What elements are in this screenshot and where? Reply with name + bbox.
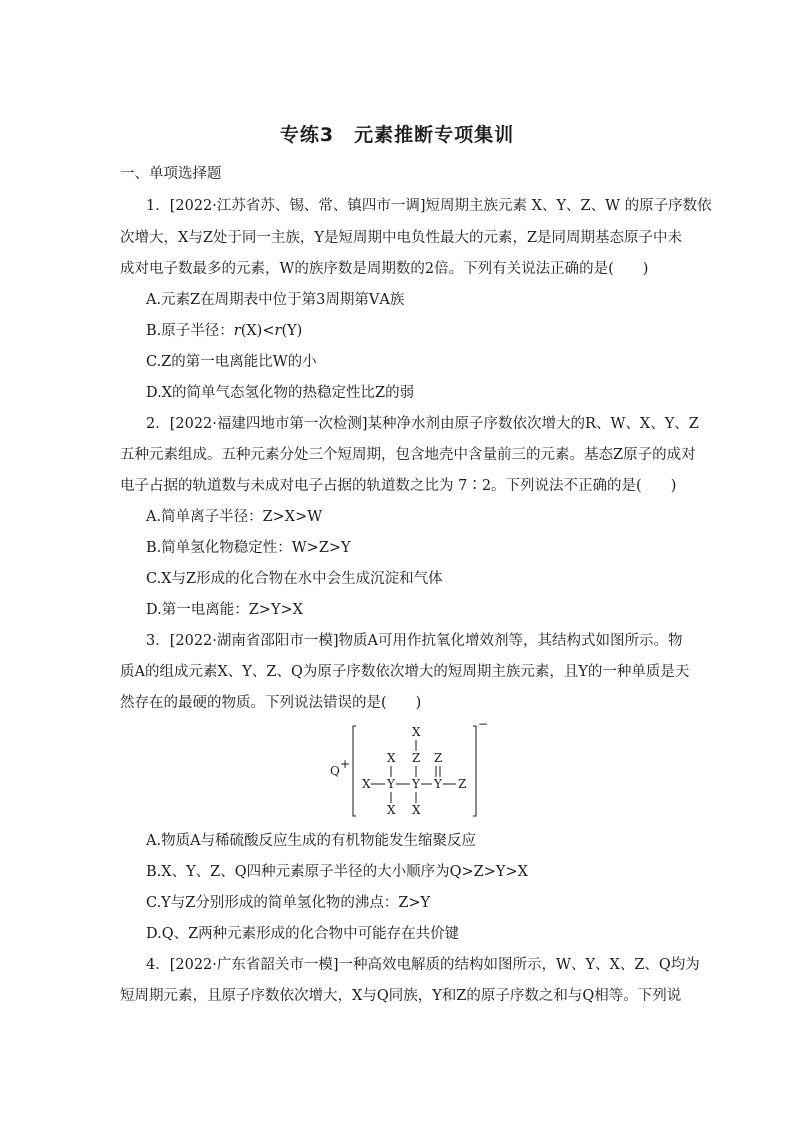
atom-x-left: X — [362, 777, 371, 791]
cation-charge: + — [340, 757, 351, 771]
q1-stem-line-3: 成对电子数最多的元素，W的族序数是周期数的2倍。下列有关说法正确的是( ) — [120, 261, 649, 277]
q2-option-c: C.X与Z形成的化合物在水中会生成沉淀和气体 — [146, 571, 443, 587]
right-bracket — [473, 726, 476, 816]
q2-option-d: D.第一电离能：Z>Y>X — [146, 602, 303, 618]
q2-stem-line-1: 2．[2022·福建四地市第一次检测]某种净水剂由原子序数依次增大的R、W、X、Y、Z — [146, 416, 699, 432]
q2-stem-line-3: 电子占据的轨道数与未成对电子占据的轨道数之比为 7∶2。下列说法不正确的是( ) — [120, 478, 677, 494]
page-title: 专练3 元素推断专项集训 — [279, 124, 515, 146]
q2-option-a: A.简单离子半径：Z>X>W — [146, 509, 323, 525]
q1-stem-line-2: 次增大，X与Z处于同一主族，Y是短周期中电负性最大的元素，Z是同周期基态原子中未 — [120, 230, 683, 246]
q3-option-b: B.X、Y、Z、Q四种元素原子半径的大小顺序为Q>Z>Y>X — [146, 864, 528, 880]
q1-option-b-end: (Y) — [281, 323, 303, 339]
q3-option-a: A.物质A与稀硫酸反应生成的有机物能发生缩聚反应 — [146, 833, 477, 849]
q3-stem-line-1: 3．[2022·湖南省邵阳市一模]物质A可用作抗氧化增效剂等，其结构式如图所示。物 — [146, 633, 683, 649]
q3-option-c: C.Y与Z分别形成的简单氢化物的沸点：Z>Y — [146, 895, 431, 911]
q1-option-b — [146, 321, 302, 341]
q2-option-b: B.简单氢化物稳定性：W>Z>Y — [146, 540, 351, 556]
structure-formula-diagram — [328, 720, 498, 820]
q2-stem-line-2: 五种元素组成。五种元素分处三个短周期，包含地壳中含量前三的元素。基态Z原子的成对 — [120, 447, 696, 463]
q1-option-b-r1: r — [233, 323, 241, 339]
q4-stem-line-1: 4．[2022·广东省韶关市一模]一种高效电解质的结构如图所示，W、Y、X、Z、Q均为 — [146, 957, 700, 973]
atom-x-top: X — [412, 725, 421, 739]
atom-z-middle: Z — [412, 751, 421, 765]
atom-z-end: Z — [458, 777, 467, 791]
q1-option-d: D.X的简单气态氢化物的热稳定性比Z的弱 — [146, 385, 415, 401]
q1-option-a: A.元素Z在周期表中位于第3周期第ⅤA族 — [146, 292, 405, 308]
anion-charge: − — [478, 720, 489, 731]
atom-y-1: Y — [387, 777, 395, 791]
q1-option-b-mid: (X)< — [240, 323, 275, 339]
atom-x-upper-left: X — [387, 751, 396, 765]
atom-y-2: Y — [412, 777, 420, 791]
q1-stem-line-1: 1．[2022·江苏省苏、锡、常、镇四市一调]短周期主族元素 X、Y、Z、W 的原子序数依 — [146, 198, 712, 214]
q3-stem-line-3: 然存在的最硬的物质。下列说法错误的是( ) — [120, 695, 422, 711]
q3-option-d: D.Q、Z两种元素形成的化合物中可能存在共价键 — [146, 926, 460, 942]
atom-x-bottom-middle: X — [412, 803, 421, 817]
q3-stem-line-2: 质A的组成元素X、Y、Z、Q为原子序数依次增大的短周期主族元素，且Y的一种单质是天 — [120, 664, 690, 680]
atom-z-right: Z — [434, 751, 443, 765]
q1-option-b-prefix: B.原子半径： — [146, 323, 234, 339]
atom-x-bottom-left: X — [387, 803, 396, 817]
q4-stem-line-2: 短周期元素，且原子序数依次增大，X与Q同族，Y和Z的原子序数之和与Q相等。下列说 — [120, 988, 682, 1004]
section-heading: 一、单项选择题 — [120, 166, 222, 182]
atom-y-3: Y — [434, 777, 442, 791]
left-bracket — [353, 726, 356, 816]
q1-option-b-r2: r — [274, 323, 282, 339]
q1-option-c: C.Z的第一电离能比W的小 — [146, 354, 317, 370]
cation-symbol: Q — [330, 764, 340, 778]
